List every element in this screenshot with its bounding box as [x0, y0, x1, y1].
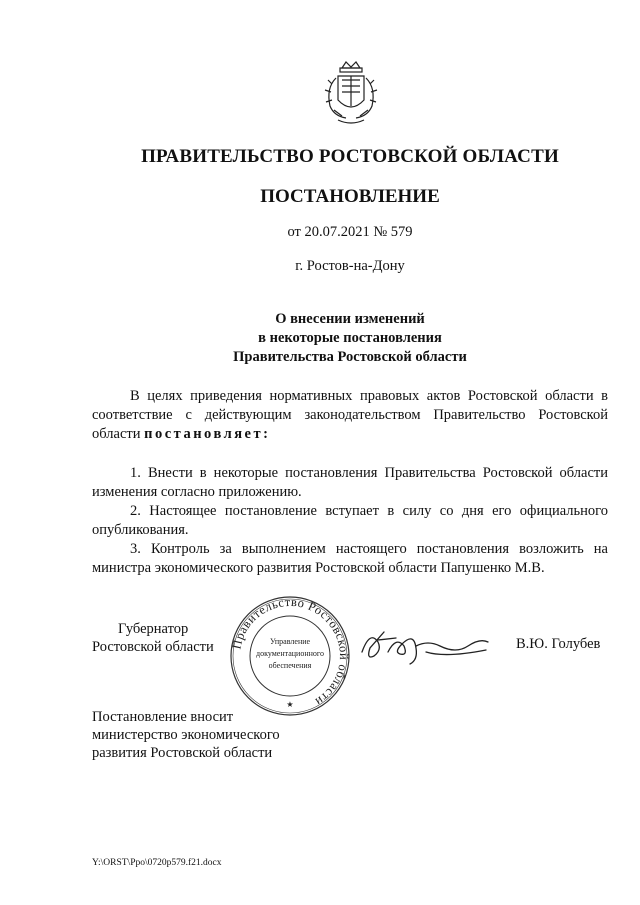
decree-items	[92, 464, 608, 578]
handwritten-signature	[356, 622, 496, 668]
official-seal	[228, 594, 352, 718]
city: г. Ростов-на-Дону	[295, 258, 405, 274]
subject-line: в некоторые постановления	[258, 330, 442, 346]
coat-of-arms-icon	[316, 58, 386, 128]
preamble-text: В целях приведения нормативных правовых актов Ростовской области в соответствие с действующим законодательством Правительство Ростовской области	[92, 388, 608, 442]
date-number: от 20.07.2021 № 579	[287, 224, 413, 240]
signatory-position	[92, 620, 214, 656]
signer-name: В.Ю. Голубев	[516, 636, 601, 652]
position-line: Ростовской области	[92, 639, 214, 655]
seal-inner-line: документационного	[256, 649, 324, 658]
note-line: развития Ростовской области	[92, 745, 273, 761]
subject-line: О внесении изменений	[275, 311, 425, 327]
submission-note	[92, 708, 280, 762]
document-subject	[0, 310, 640, 367]
seal-inner-line: обеспечения	[268, 661, 312, 670]
position-line: Губернатор	[118, 621, 189, 637]
decree-word: постановляет:	[144, 426, 271, 442]
document-type: ПОСТАНОВЛЕНИЕ	[260, 186, 440, 207]
list-item: 1. Внести в некоторые постановления Правительства Ростовской области изменения согласно приложению.	[92, 465, 608, 500]
subject-line: Правительства Ростовской области	[233, 349, 467, 365]
list-item: 3. Контроль за выполнением настоящего постановления возложить на министра экономического развития Ростовской области Папушенко М.В.	[92, 541, 608, 576]
note-line: Постановление вносит	[92, 709, 234, 725]
note-line: министерство экономического	[92, 727, 280, 743]
seal-outer-text: Правительство Ростовской области	[229, 594, 352, 710]
seal-inner-line: Управление	[269, 637, 311, 646]
list-item: 2. Настоящее постановление вступает в силу со дня его официального опубликования.	[92, 503, 608, 538]
seal-star-icon: ★	[286, 700, 294, 709]
file-path: Y:\ORST\Ppo\0720p579.f21.docx	[92, 858, 222, 868]
preamble-paragraph	[92, 387, 608, 444]
organization-title: ПРАВИТЕЛЬСТВО РОСТОВСКОЙ ОБЛАСТИ	[141, 146, 559, 167]
